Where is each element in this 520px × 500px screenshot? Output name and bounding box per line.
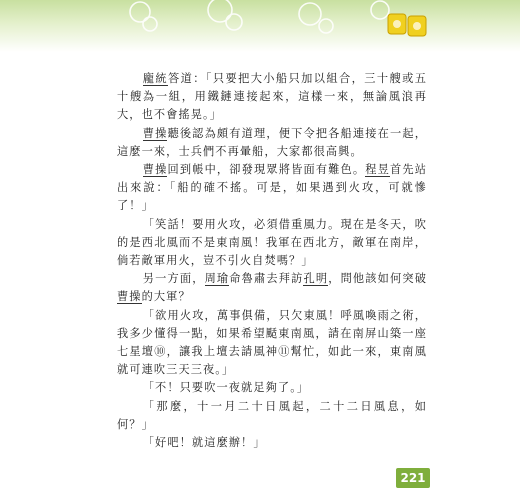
proper-name: 龐統 [142,72,168,85]
page-number: 221 [396,468,430,488]
paragraph [117,216,427,271]
paragraph [117,70,427,125]
header-floral-decoration [80,0,520,52]
text-run: ，問他該如何突破 [328,272,428,286]
text-run: 的大軍？ [141,290,191,304]
proper-name: 周瑜 [204,272,230,286]
paragraph [117,161,427,216]
text-run: 「笑話！要用火攻，必須借重風力。現在是冬天，吹的是西北風而不是東南風！我軍在西北方，敵軍在南岸，倘若敵軍用火，豈不引火自焚嗎？」 [117,217,427,268]
paragraph [117,398,427,434]
proper-name: 程昱 [365,163,390,177]
text-run: 首先站出來說：「船的確不搖。可是，如果遇到火攻，可就慘了！」 [117,163,428,213]
text-run: 聽後認為頗有道理，便下令把各船連接在一起，這麼一來，士兵們不再暈船，大家都很高興。 [117,126,428,158]
text-run: 「好吧！就這麼辦！」 [142,436,266,450]
header-badge-decoration [386,10,428,40]
paragraph [117,270,427,306]
paragraph [117,379,427,397]
story-text [117,70,427,452]
text-run: 答道：「只要把大小船只加以組合，三十艘或五十艘為一組，用鐵鏈連接起來，這樣一來，無論風浪再大，也不會搖晃。」 [117,72,427,122]
text-run: 「那麼，十一月二十日風起，二十二日風息，如何？」 [117,399,427,431]
paragraph [117,307,427,380]
text-run: 回到帳中，卻發現眾將皆面有難色。 [167,163,366,177]
proper-name: 曹操 [117,290,142,304]
text-run: 「欲用火攻，萬事俱備，只欠東風！呼風喚雨之術，我多少懂得一點，如果希望颳東南風，請在南屏山築一座七星壇⑩，讓我上壇去請風神⑪幫忙，如此一來，東南風就可連吹三天三夜。」 [117,308,427,377]
text-run: 命魯肅去拜訪 [229,272,304,286]
paragraph [117,434,427,452]
proper-name: 孔明 [303,272,329,286]
proper-name: 曹操 [142,163,168,177]
proper-name: 曹操 [142,126,168,140]
text-run: 「不！只要吹一夜就足夠了。」 [142,381,310,395]
paragraph [117,125,427,161]
text-run: 另一方面， [142,272,205,286]
